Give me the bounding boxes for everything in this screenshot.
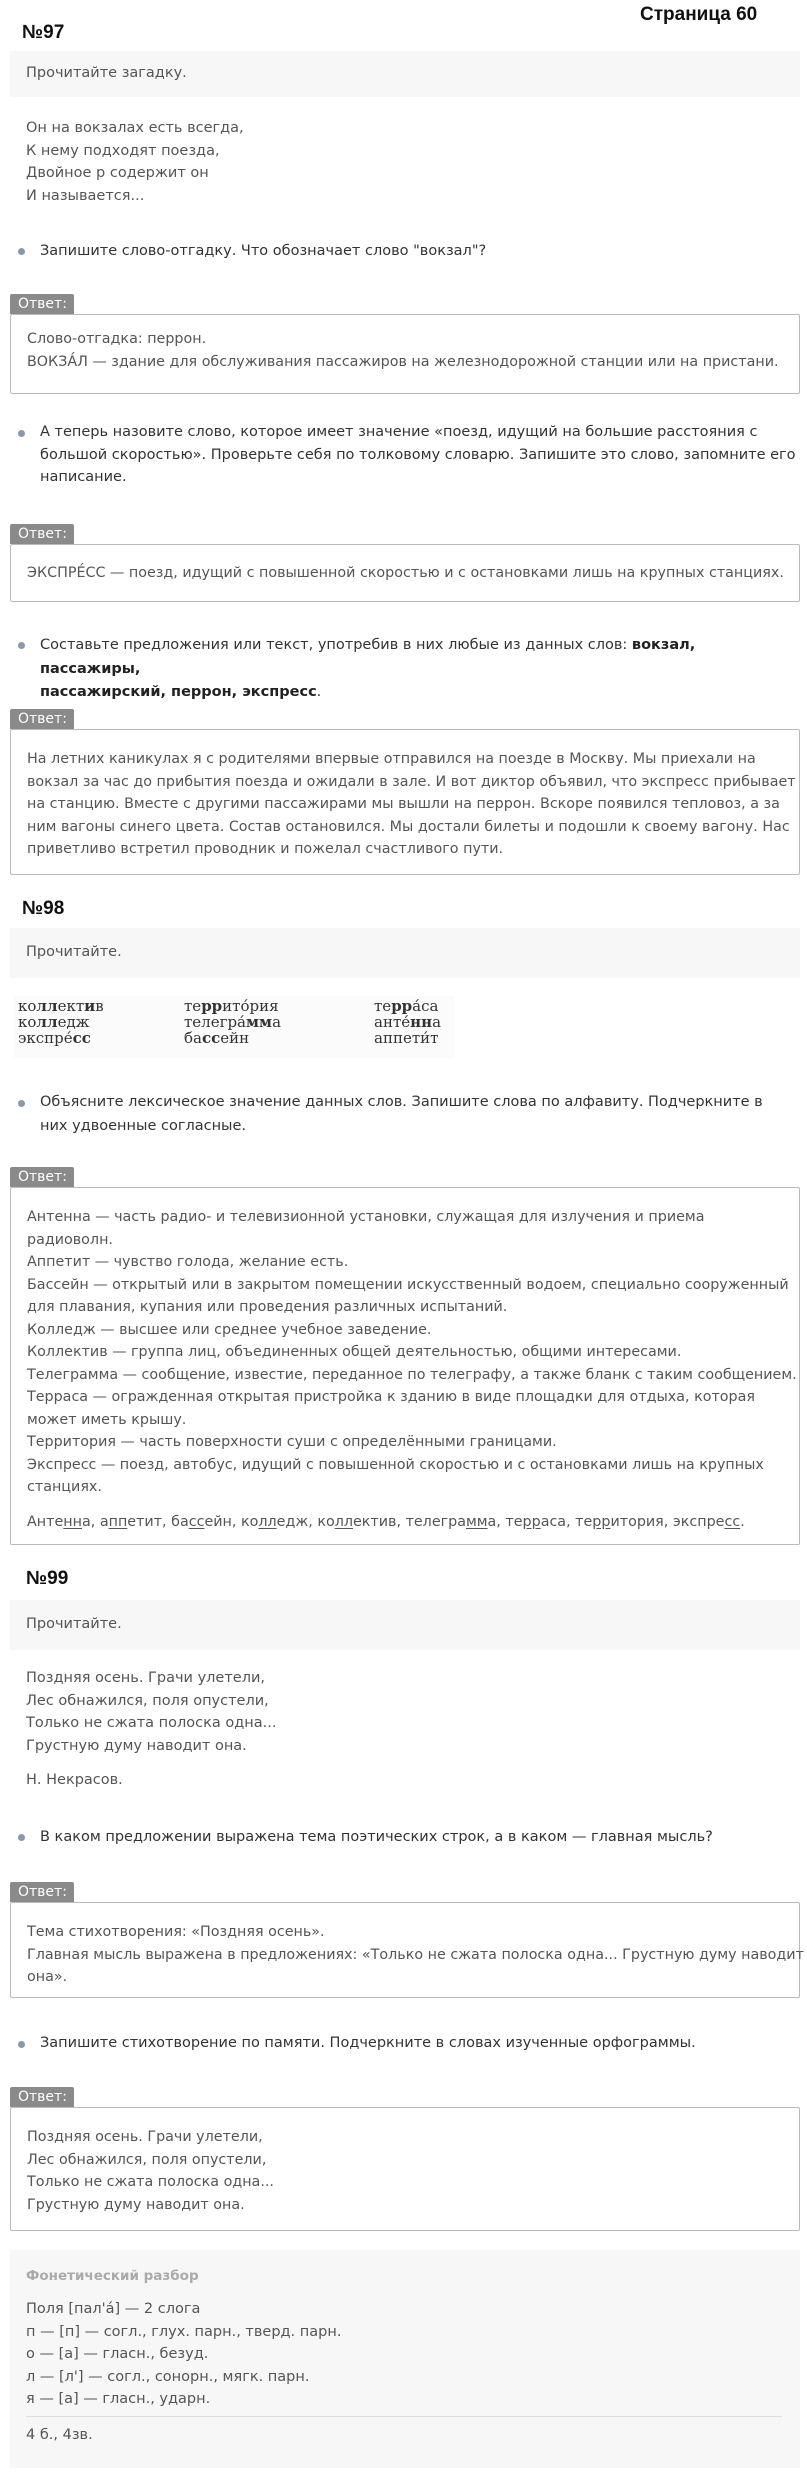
answer-line: ним вагоны синего цвета. Состав остановился. Мы достали билеты и подошли к своему вагону. Нас [27,818,790,835]
word-part: едж [57,1013,90,1031]
word-part: анте́ [374,1013,411,1031]
question-line: А теперь назовите слово, которое имеет значение «поезд, идущий на большие расстояния с [40,424,758,440]
word-part: экспре́ [18,1029,73,1047]
phonetic-total: 4 б., 4зв. [26,2427,93,2443]
answer-line: На летних каникулах я с родителями впервые отправился на поезде в Москву. Мы приехали на [27,751,756,767]
answer-label: Ответ: [10,524,74,544]
answer-line: Антенна — часть радио- и телевизионной установки, служащая для излучения и приема [27,1209,705,1225]
answer-label: Ответ: [10,1167,74,1187]
phonetic-title: Фонетический разбор [26,2268,199,2284]
instruction-card-99 [10,1600,800,1650]
answer-line: радиоволн. [27,1231,113,1248]
word-part: ейн [220,1029,250,1047]
question-99-1: В каком предложении выражена тема поэтических строк, а в каком — главная мысль? [40,1829,713,1845]
exercise-number-97: №97 [22,22,65,43]
answer-line: Главная мысль выражена в предложениях: «Только не сжата полоска одна... Грустную думу наводит [27,1946,804,1963]
answer-box-97-1 [10,314,800,394]
word-part: те [184,997,202,1015]
answer-label: Ответ: [10,294,74,314]
double-consonant: сс [188,1513,205,1530]
word-part: т [411,1029,421,1047]
question-text-end: . [316,684,322,700]
question-line: написание. [40,469,127,485]
question-99-2: Запишите стихотворение по памяти. Подчеркните в словах изученные орфограммы. [40,2035,696,2051]
answer-text [27,2126,274,2216]
word-part: телегра́ [184,1013,246,1031]
phonetic-line: я — [а] — гласн., ударн. [26,2391,211,2407]
word-column-1 [18,998,104,1046]
word-double: сс [201,1029,221,1047]
word-part: аппе [374,1029,412,1047]
instruction-98: Прочитайте. [26,944,122,960]
answer-text [27,1921,804,1989]
phonetic-line: Поля [пал'á] — 2 слога [26,2301,201,2317]
word-part: а́ [412,997,422,1015]
word-part: ито́ [222,997,250,1015]
word-double: рр [201,997,223,1015]
double-consonant: лл [334,1513,353,1530]
word-part: ба [184,1029,202,1047]
bullet [18,430,25,437]
question-line: большой скоростью». Проверьте себя по толковому словарю. Запишите это слово, запомните его [40,446,796,463]
word-column-2 [184,998,281,1046]
riddle-line: Он на вокзалах есть всегда, [26,120,244,136]
bullet [18,1100,25,1107]
answer-line: Коллектив — группа лиц, объединенных общей деятельностью, общими интересами. [27,1344,682,1360]
word-part: те [374,997,392,1015]
answer-line: Тема стихотворения: «Поздняя осень». [27,1924,325,1940]
riddle-line: Двойное р содержит он [26,165,209,181]
instruction-99: Прочитайте. [26,1616,122,1632]
word-column-3 [374,998,441,1046]
riddle-line: К нему подходят поезда, [26,142,220,159]
exercise-number-98: №98 [22,898,65,919]
bullet [18,642,25,649]
double-consonant: рр [522,1513,541,1530]
instruction-card-97 [10,51,800,97]
word-part: в [95,997,104,1015]
word-double: сс [72,1029,91,1047]
phonetic-lines [26,2298,341,2411]
answer-line: ВОКЗА́Л — здание для обслуживания пассажиров на железнодорожной станции или на пристани. [27,353,779,370]
answer-line: Бассейн — открытый или в закрытом помещении искусственный водоем, специально сооруженный [27,1276,789,1293]
double-consonant: лл [258,1513,277,1530]
word-double: рр [391,997,413,1015]
question-text: Составьте предложения или текст, употребив в них любые из данных слов: [40,637,632,653]
answer-text [27,328,779,373]
answer-line: Лес обнажился, поля опустели, [27,2151,267,2168]
poem-line: Лес обнажился, поля опустели, [26,1692,269,1709]
instruction-97: Прочитайте загадку. [26,65,187,81]
word-double: мм [246,1013,273,1031]
answer-box-99-2 [10,2107,800,2231]
answer-line: Слово-отгадка: перрон. [27,331,207,347]
answer-line: вокзал за час до прибытия поезда и ожидали в зале. И вот диктор объявил, что экспресс прибывает [27,773,796,790]
answer-box-99-1 [10,1902,804,1998]
word-part: ко [18,1013,37,1031]
riddle-line: И называется... [26,187,145,204]
word-part: и [84,997,96,1015]
word-part: а [432,1013,442,1031]
question-97-1: Запишите слово-отгадку. Что обозначает слово "вокзал"? [40,243,487,259]
answer-line: Терраса — огражденная открытая пристройка к зданию в виде площадки для отдыха, которая [27,1389,755,1405]
double-consonant: нн [63,1513,82,1530]
answer-line: станциях. [27,1479,102,1495]
answer-label: Ответ: [10,1882,74,1902]
poem-line: Только не сжата полоска одна... [26,1715,277,1731]
answer-line: Поздняя осень. Грачи улетели, [27,2129,263,2145]
poem-author: Н. Некрасов. [26,1772,123,1788]
poem-line: Поздняя осень. Грачи улетели, [26,1670,266,1686]
answer-text [27,748,796,861]
phonetic-line: п — [п] — согл., глух. парн., тверд. парн. [26,2323,342,2340]
answer-label: Ответ: [10,2087,74,2107]
word-table [14,996,454,1058]
answer-line: Колледж — высшее или среднее учебное заведение. [27,1321,432,1338]
answer-line: Аппетит — чувство голода, желание есть. [27,1254,349,1270]
answer-box-97-2 [10,544,800,602]
word-part: ект [57,997,85,1015]
word-part: и́т [420,1029,439,1047]
poem-text [26,1667,276,1792]
bullet [18,1834,25,1841]
divider [26,2416,782,2417]
answer-label: Ответ: [10,709,74,729]
answer-line: Экспресс — поезд, автобус, идущий с повышенной скоростью и с остановками лишь на крупных [27,1456,764,1473]
phonetic-line: о — [а] — гласн., безуд. [26,2346,209,2362]
word-list: пассажирский, перрон, экспресс [40,684,317,700]
double-consonant: мм [465,1513,488,1530]
answer-line: Телеграмма — сообщение, известие, переданное по телеграфу, а также бланк с таким сообщением. [27,1366,797,1383]
phonetic-card [10,2250,800,2468]
double-consonant: пп [108,1513,128,1530]
bullet [18,2041,25,2048]
answer-line: она». [27,1969,68,1985]
word-part: а [272,1013,282,1031]
answer-line: для плавания, купания или проведения различных испытаний. [27,1299,508,1315]
sorted-words: Антенна, аппетит, бассейн, колледж, коллектив, телеграмма, терраса, территория, экспресс. [27,1513,745,1530]
word-double: лл [36,997,58,1015]
bullet [18,248,25,255]
question-98: Объясните лексическое значение данных слов. Запишите слова по алфавиту. Подчеркните в них удвоенные согласные. [40,1094,763,1134]
poem-line: Грустную думу наводит она. [26,1737,247,1754]
question-97-3 [40,634,790,705]
answer-line: приветливо встретил проводник и пожелал счастливого пути. [27,841,504,857]
word-part: рия [249,997,279,1015]
word-part: ко [18,997,37,1015]
answer-line: Грустную думу наводит она. [27,2196,245,2213]
answer-box-97-3 [10,729,800,875]
page-label: Страница 60 [640,4,758,25]
phonetic-line: л — [л'] — согл., сонорн., мягк. парн. [26,2368,310,2385]
word-list: вокзал, пассажиры, [40,637,696,677]
word-double: лл [36,1013,58,1031]
question-97-2 [40,421,796,489]
word-part: са [421,997,439,1015]
answer-line: на станцию. Вместе с другими пассажирами мы вышли на перрон. Вскоре появился тепловоз, а за [27,796,780,812]
instruction-card-98 [10,928,800,978]
answer-box-98 [10,1187,800,1545]
answer-line: может иметь крышу. [27,1411,187,1428]
word-double: нн [410,1013,433,1031]
riddle-text [26,117,244,207]
answer-line: Территория — часть поверхности суши с определёнными границами. [27,1434,557,1450]
double-consonant: сс [724,1513,741,1530]
double-consonant: рр [592,1513,611,1530]
answer-line: Только не сжата полоска одна... [27,2174,274,2190]
answer-text [27,1206,797,1533]
exercise-number-99: №99 [26,1568,69,1589]
answer-text: ЭКСПРЕ́СС — поезд, идущий с повышенной скоростью и с остановками лишь на крупных станциях. [27,565,784,581]
